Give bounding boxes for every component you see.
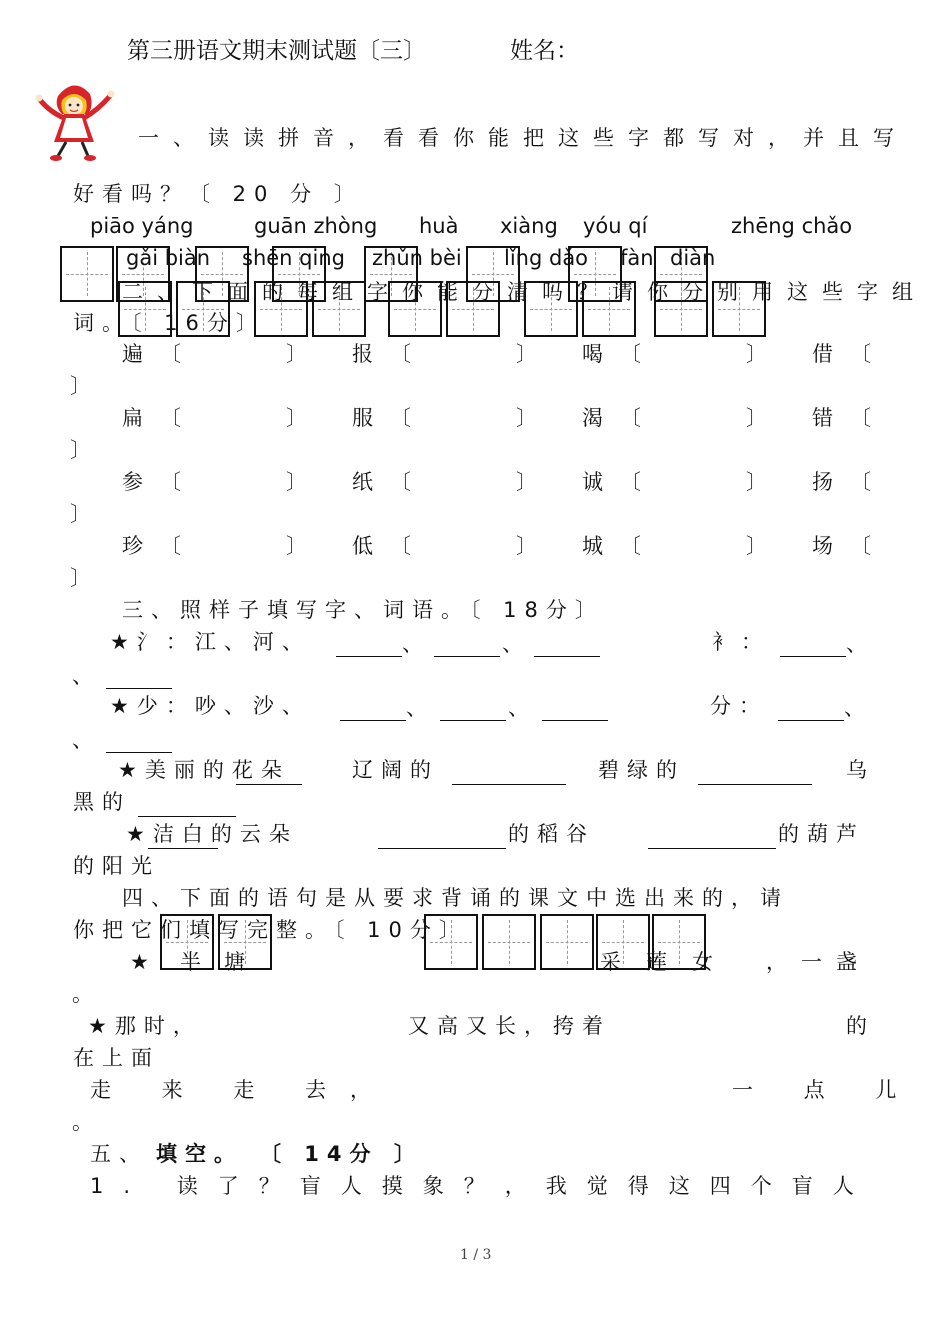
text-row2-c: 的: [846, 1014, 867, 1038]
comma: 、: [502, 632, 523, 656]
close-bracket: 〕: [746, 470, 767, 494]
blank-line[interactable]: [534, 656, 600, 657]
poem-char: 半: [180, 950, 201, 974]
poem-char: 采: [600, 950, 621, 974]
star-bullet: ★: [130, 950, 149, 974]
phrase-row3-a: ★美丽的花朵: [118, 758, 290, 782]
comma: 、: [846, 632, 867, 656]
open-bracket: 〔: [620, 342, 641, 366]
pinyin-11: fàn: [620, 246, 654, 270]
phrase-row3-d: 乌: [846, 758, 867, 782]
radical-row2-a: ★少：吵、沙、: [110, 694, 311, 718]
page-number: 1 / 3: [460, 1247, 492, 1263]
example-underline: [236, 784, 302, 785]
poem-char: 莲: [646, 950, 667, 974]
pinyin-8: shēn qing: [242, 246, 345, 270]
period: 。: [72, 1110, 93, 1134]
text-row3-b: ，: [350, 1078, 371, 1102]
open-bracket: 〔: [160, 534, 181, 558]
text-row3-a: 走 来 走 去: [90, 1078, 349, 1102]
poem-char: 塘: [224, 950, 245, 974]
pinyin-10: lǐng dǎo: [504, 246, 589, 270]
close-bracket: 〕: [70, 502, 91, 526]
group-char: 扁: [122, 406, 143, 430]
blank-line[interactable]: [780, 656, 846, 657]
poem-char: 女: [692, 950, 713, 974]
group-char: 珍: [122, 534, 143, 558]
phrase-row3-e: 黑的: [73, 790, 131, 814]
group-char: 诚: [582, 470, 603, 494]
section5-title-a: 五、: [90, 1142, 148, 1166]
close-bracket: 〕: [286, 534, 307, 558]
text-row3-c: 一 点 儿: [732, 1078, 919, 1102]
blank-line[interactable]: [648, 848, 776, 849]
phrase-row3-c: 碧绿的: [598, 758, 685, 782]
close-bracket: 〕: [516, 534, 537, 558]
pinyin-4: xiàng: [500, 214, 558, 238]
comma: 、: [402, 632, 423, 656]
poem-tail: ，一盏: [766, 950, 871, 974]
writing-box[interactable]: [424, 914, 478, 970]
comma: 、: [508, 696, 529, 720]
comma: 、: [406, 696, 427, 720]
blank-line[interactable]: [138, 816, 236, 817]
name-label: 姓名：: [510, 38, 579, 64]
writing-box[interactable]: [60, 246, 114, 302]
close-bracket: 〕: [516, 470, 537, 494]
pinyin-9: zhǔn bèi: [372, 246, 462, 270]
section5-line1: 1. 读了？盲人摸象？，我觉得这四个盲人: [90, 1174, 874, 1198]
section1-line1: 一、读读拼音，看看你能把这些字都写对，并且写: [138, 126, 908, 150]
open-bracket: 〔: [390, 406, 411, 430]
radical-row1-b: 衤：: [712, 630, 770, 654]
radical-row2-b: 分：: [710, 694, 768, 718]
group-char: 报: [352, 342, 373, 366]
open-bracket: 〔: [850, 406, 871, 430]
open-bracket: 〔: [620, 406, 641, 430]
group-char: 渴: [582, 406, 603, 430]
open-bracket: 〔: [850, 534, 871, 558]
pinyin-7: gǎi biàn: [126, 246, 211, 270]
blank-line[interactable]: [778, 720, 844, 721]
page-title: 第三册语文期末测试题〔三〕: [127, 38, 426, 64]
comma: 、: [844, 696, 865, 720]
phrase-row4-a: ★洁白的云朵: [126, 822, 298, 846]
close-bracket: 〕: [516, 406, 537, 430]
pinyin-12: diàn: [670, 246, 716, 270]
close-bracket: 〕: [746, 534, 767, 558]
section1-line2: 好看吗？〔 20 分 〕: [73, 182, 363, 206]
phrase-row4-d: 的阳光: [73, 854, 160, 878]
section3-title: 三、照样子填写字、词语。〔 18分〕: [122, 598, 604, 622]
text-row2-a: ★那时，: [88, 1014, 202, 1038]
close-bracket: 〕: [746, 342, 767, 366]
close-bracket: 〕: [286, 406, 307, 430]
group-char: 喝: [582, 342, 603, 366]
text-row2-d: 在上面: [73, 1046, 160, 1070]
close-bracket: 〕: [70, 374, 91, 398]
section4-line2: 你把它们填写完整。〔 10分〕: [73, 918, 468, 942]
close-bracket: 〕: [516, 342, 537, 366]
open-bracket: 〔: [160, 406, 181, 430]
writing-box[interactable]: [482, 914, 536, 970]
open-bracket: 〔: [390, 534, 411, 558]
close-bracket: 〕: [70, 438, 91, 462]
phrase-row3-b: 辽阔的: [352, 758, 439, 782]
blank-line[interactable]: [452, 784, 566, 785]
section2-line1: 二、下面的每组字你能分清吗？请你分别用这些字组: [122, 280, 927, 304]
comma: 、: [72, 728, 93, 752]
group-char: 城: [582, 534, 603, 558]
writing-box[interactable]: [540, 914, 594, 970]
blank-line[interactable]: [106, 688, 172, 689]
text-row2-b: 又高又长，挎着: [408, 1014, 611, 1038]
open-bracket: 〔: [850, 470, 871, 494]
group-char: 参: [122, 470, 143, 494]
radical-row1-a: ★氵：江、河、: [110, 630, 311, 654]
group-char: 场: [812, 534, 833, 558]
blank-line[interactable]: [378, 848, 506, 849]
close-bracket: 〕: [746, 406, 767, 430]
phrase-row4-b: 的稻谷: [508, 822, 595, 846]
group-char: 低: [352, 534, 373, 558]
period: 。: [72, 982, 93, 1006]
group-char: 纸: [352, 470, 373, 494]
open-bracket: 〔: [620, 470, 641, 494]
blank-line[interactable]: [542, 720, 608, 721]
section4-line1: 四、下面的语句是从要求背诵的课文中选出来的，请: [122, 886, 789, 910]
open-bracket: 〔: [620, 534, 641, 558]
section5-title-b: 填空。: [156, 1142, 243, 1166]
open-bracket: 〔: [160, 470, 181, 494]
pinyin-5: yóu qí: [583, 214, 648, 238]
open-bracket: 〔: [390, 342, 411, 366]
group-char: 遍: [122, 342, 143, 366]
close-bracket: 〕: [70, 566, 91, 590]
group-char: 借: [812, 342, 833, 366]
pinyin-2: guān zhòng: [254, 214, 378, 238]
open-bracket: 〔: [850, 342, 871, 366]
close-bracket: 〕: [286, 342, 307, 366]
pinyin-3: huà: [419, 214, 459, 238]
pinyin-1: piāo yáng: [90, 214, 194, 238]
blank-line[interactable]: [106, 752, 172, 753]
example-underline: [148, 848, 218, 849]
close-bracket: 〕: [286, 470, 307, 494]
girl-illustration-icon: [28, 76, 120, 164]
section5-title-c: 〔 14分 〕: [260, 1142, 423, 1166]
group-char: 错: [812, 406, 833, 430]
group-char: 扬: [812, 470, 833, 494]
section2-line2: 词。〔 16分〕: [73, 311, 265, 335]
blank-line[interactable]: [698, 784, 812, 785]
group-char: 服: [352, 406, 373, 430]
comma: 、: [72, 664, 93, 688]
blank-line[interactable]: [434, 656, 500, 657]
blank-line[interactable]: [336, 656, 402, 657]
pinyin-6: zhēng chǎo: [731, 214, 853, 238]
open-bracket: 〔: [390, 470, 411, 494]
open-bracket: 〔: [160, 342, 181, 366]
blank-line[interactable]: [440, 720, 506, 721]
blank-line[interactable]: [340, 720, 406, 721]
phrase-row4-c: 的葫芦: [778, 822, 865, 846]
